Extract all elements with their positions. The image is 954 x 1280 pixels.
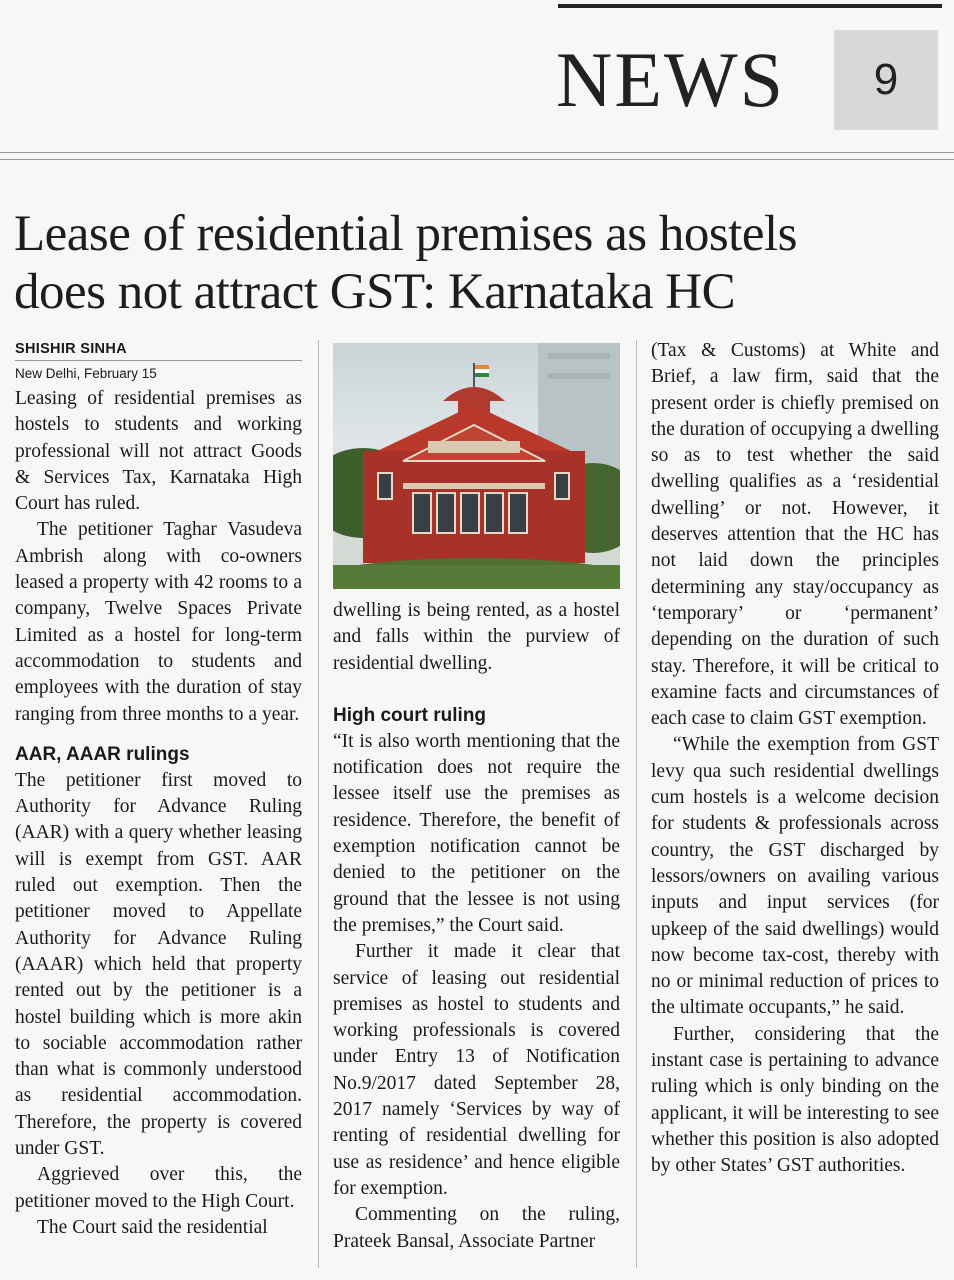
top-rule [558, 4, 942, 8]
paragraph: Aggrieved over this, the petitioner moved to the High Court. [15, 1164, 302, 1212]
headline [14, 205, 944, 321]
byline-author: SHISHIR SINHA [15, 341, 127, 357]
article-column-1 [15, 338, 302, 1241]
paragraph: (Tax & Customs) at White and Brief, a law firm, said that the present order is chiefly premised on the duration of occupying a dwelling so as to test whether the said dwelling qualifies as a ‘residential dwelling’ or not. However, it deserves attention that the HC has not laid down the principles determining any stay/occupancy as ‘temporary’ or ‘permanent’ depending on the duration of such stay. Therefore, it will be critical to examine facts and circumstances of each case to claim GST exemption. [651, 340, 939, 730]
article-column-3 [651, 338, 939, 1180]
paragraph: “While the exemption from GST levy qua such residential dwellings cum hostels is a welcome decision for students & professionals across country, the GST discharged by lessors/owners on availing various inputs and input services (for upkeep of the said dwellings) would now become tax-cost, thereby with no or minimal reduction of prices to the ultimate occupants,” he said. [651, 734, 939, 1019]
subheading: High court ruling [333, 704, 487, 726]
paragraph: Commenting on the ruling, Prateek Bansal, Associate Partner [333, 1204, 620, 1252]
building-illustration [333, 343, 620, 589]
page-number: 9 [834, 30, 938, 130]
headline-line-2: does not attract GST: Karnataka HC [14, 264, 736, 320]
column-divider [636, 340, 637, 1268]
subheading: AAR, AAAR rulings [15, 743, 190, 765]
header-divider [0, 152, 954, 160]
byline-rule [15, 360, 302, 361]
section-title: NEWS [556, 36, 785, 123]
paragraph: “It is also worth mentioning that the notification does not require the lessee itself use the premises as residence. Therefore, the benefit of exemption notification cannot be denied to the petitioner on the ground that the lessee is not using the premises,” the Court said. [333, 730, 620, 936]
paragraph: The Court said the residential [37, 1216, 268, 1238]
paragraph: The petitioner first moved to Authority for Advance Ruling (AAR) with a query whether leasing will is exempt from GST. AAR ruled out exemption. Then the petitioner moved to Appellate Authority for Advance Ruling (AAAR) which held that property rented out by the petitioner is a hostel building which is more akin to sociable accommodation rather than what is commonly understood as residential accommodation. Therefore, the property is covered under GST. [15, 769, 302, 1160]
article-column-2 [333, 598, 620, 1255]
column-divider [318, 340, 319, 1268]
headline-line-1: Lease of residential premises as hostels [14, 206, 798, 262]
paragraph: The petitioner Taghar Vasudeva Ambrish along with co-owners leased a property with 42 rooms to a company, Twelve Spaces Private Limited as a hostel for long-term accommodation to students and employees with the duration of stay ranging from three months to a year. [15, 519, 302, 725]
high-court-photo [333, 343, 620, 589]
paragraph: Leasing of residential premises as hostels to students and working professional will not attract Goods & Services Tax, Karnataka High Court has ruled. [15, 388, 302, 515]
paragraph: Further it made it clear that service of leasing out residential premises as hostel to students and working professionals is covered under Entry 13 of Notification No.9/2017 dated September 28, 2017 namely ‘Services by way of renting of residential dwelling for use as residence’ and hence eligible for exemption. [333, 941, 620, 1199]
paragraph: Further, considering that the instant case is pertaining to advance ruling which is only binding on the applicant, it will be interesting to see whether this position is also adopted by other States’ GST authorities. [651, 1023, 939, 1177]
paragraph: dwelling is being rented, as a hostel and falls within the purview of residential dwelling. [333, 600, 620, 674]
dateline: New Delhi, February 15 [15, 366, 157, 381]
